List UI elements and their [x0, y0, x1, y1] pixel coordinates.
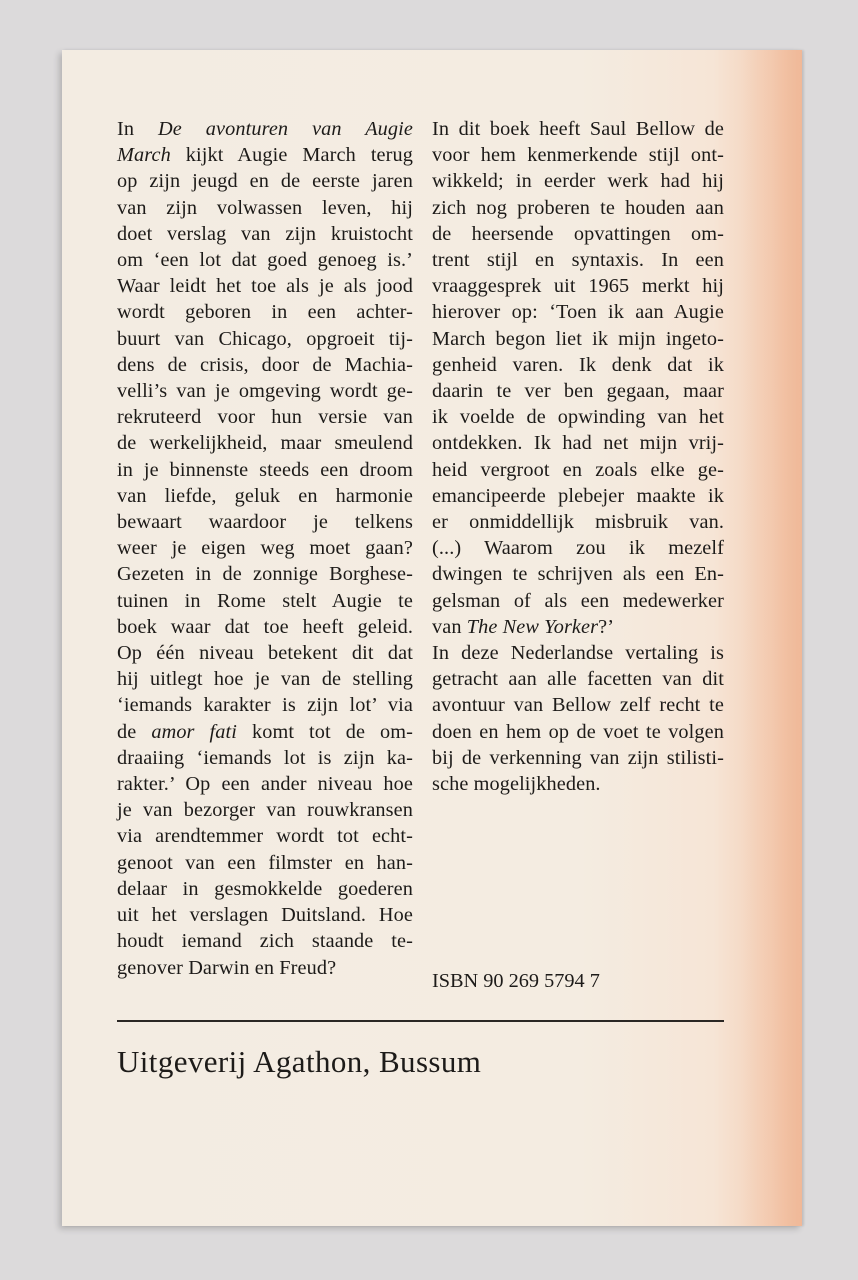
- text-line: March kijkt Augie March terug: [117, 144, 413, 167]
- text-line: Waar leidt het toe als je als jood: [117, 275, 413, 298]
- text-line: getracht aan alle facetten van dit: [432, 668, 724, 691]
- text-line: trent stijl en syntaxis. In een: [432, 249, 724, 272]
- text-line: gelsman of als een medewerker: [432, 589, 724, 612]
- text-line: van zijn volwassen leven, hij: [117, 196, 413, 219]
- text-line: In deze Nederlandse vertaling is: [432, 642, 724, 665]
- amor-fati-italic: amor fati: [151, 720, 237, 743]
- text-line: via arendtemmer wordt tot echt-: [117, 825, 413, 848]
- text-line: om ‘een lot dat goed genoeg is.’: [117, 249, 413, 272]
- text-line: draaiing ‘iemands lot is zijn ka-: [117, 746, 413, 769]
- text-line: genheid varen. Ik denk dat ik: [432, 353, 724, 376]
- text-line: ik voelde de opwinding van het: [432, 406, 724, 429]
- book-title-italic: De avonturen van Augie: [158, 118, 414, 140]
- isbn-number: ISBN 90 269 5794 7: [432, 970, 600, 992]
- description-left-column: [117, 116, 413, 981]
- text-line: bij de verkenning van zijn stilisti-: [432, 746, 724, 769]
- text-line: Gezeten in de zonnige Borghese-: [117, 563, 413, 586]
- text-line: houdt iemand zich staande te-: [117, 930, 413, 953]
- text-line: In De avonturen van Augie: [117, 118, 414, 140]
- text-line: er onmiddellijk misbruik van.: [432, 511, 724, 534]
- text-line: delaar in gesmokkelde goederen: [117, 877, 413, 900]
- text-line: ontdekken. Ik had net mijn vrij-: [432, 432, 724, 455]
- text-line: dens de crisis, door de Machia-: [117, 353, 413, 376]
- text-line: voor hem kenmerkende stijl ont-: [432, 144, 724, 167]
- text-line: hierover op: ‘Toen ik aan Augie: [432, 301, 724, 324]
- text-line: de amor fati komt tot de om-: [117, 720, 414, 743]
- text-line: hij uitlegt hoe je van de stelling: [117, 668, 413, 691]
- book-title-italic: March: [117, 144, 171, 167]
- text-line: op zijn jeugd en de eerste jaren: [117, 170, 413, 193]
- text-line: van The New Yorker?’: [432, 615, 615, 638]
- text-line: rekruteerd voor hun versie van: [117, 406, 413, 429]
- text-line: emancipeerde plebejer maakte ik: [432, 484, 724, 507]
- text-line: doet verslag van zijn kruistocht: [117, 222, 413, 245]
- text-line: sche mogelijkheden.: [432, 773, 601, 796]
- text-line: uit het verslagen Duitsland. Hoe: [117, 904, 413, 927]
- text-line: avontuur van Bellow zelf recht te: [432, 694, 724, 717]
- text-line: de heersende opvattingen om-: [432, 222, 724, 245]
- text-line: je van bezorger van rouwkransen: [117, 799, 413, 822]
- text-line: tuinen in Rome stelt Augie te: [117, 589, 413, 612]
- text-line: Op één niveau betekent dit dat: [117, 642, 413, 665]
- text-line: genoot van een filmster en han-: [117, 851, 413, 874]
- text-line: rakter.’ Op een ander niveau hoe: [117, 773, 413, 796]
- text-line: daarin te ver ben gegaan, maar: [432, 380, 724, 403]
- text-line: van liefde, geluk en harmonie: [117, 484, 413, 507]
- text-line: wikkeld; in eerder werk had hij: [432, 170, 724, 193]
- text-line: bewaart waardoor je telkens: [117, 511, 413, 534]
- magazine-title-italic: The New Yorker: [466, 615, 599, 638]
- text-line: weer je eigen weg moet gaan?: [117, 537, 413, 560]
- text-line: buurt van Chicago, opgroeit tij-: [117, 327, 413, 350]
- text-line: dwingen te schrijven als een En-: [432, 563, 724, 586]
- text-line: doen en hem op de voet te volgen: [432, 720, 724, 743]
- divider-line: [117, 1020, 724, 1022]
- text-line: zich nog proberen te houden aan: [432, 196, 724, 219]
- text-line: heid vergroot en zoals elke ge-: [432, 458, 724, 481]
- description-right-column: [432, 116, 724, 797]
- text-line: boek waar dat toe heeft geleid.: [117, 615, 413, 638]
- text-line: genover Darwin en Freud?: [117, 956, 337, 979]
- text-line: vraaggesprek uit 1965 merkt hij: [432, 275, 724, 298]
- text-line: wordt geboren in een achter-: [117, 301, 413, 324]
- text-line: ‘iemands karakter is zijn lot’ via: [117, 694, 413, 717]
- text-line: March begon liet ik mijn ingeto-: [432, 327, 724, 350]
- text-line: velli’s van je omgeving wordt ge-: [117, 380, 413, 403]
- text-line: In dit boek heeft Saul Bellow de: [432, 118, 724, 140]
- text-line: in je binnenste steeds een droom: [117, 458, 413, 481]
- text-line: (...) Waarom zou ik mezelf: [432, 537, 724, 560]
- publisher-name: Uitgeverij Agathon, Bussum: [117, 1044, 482, 1079]
- text-line: de werkelijkheid, maar smeulend: [117, 432, 413, 455]
